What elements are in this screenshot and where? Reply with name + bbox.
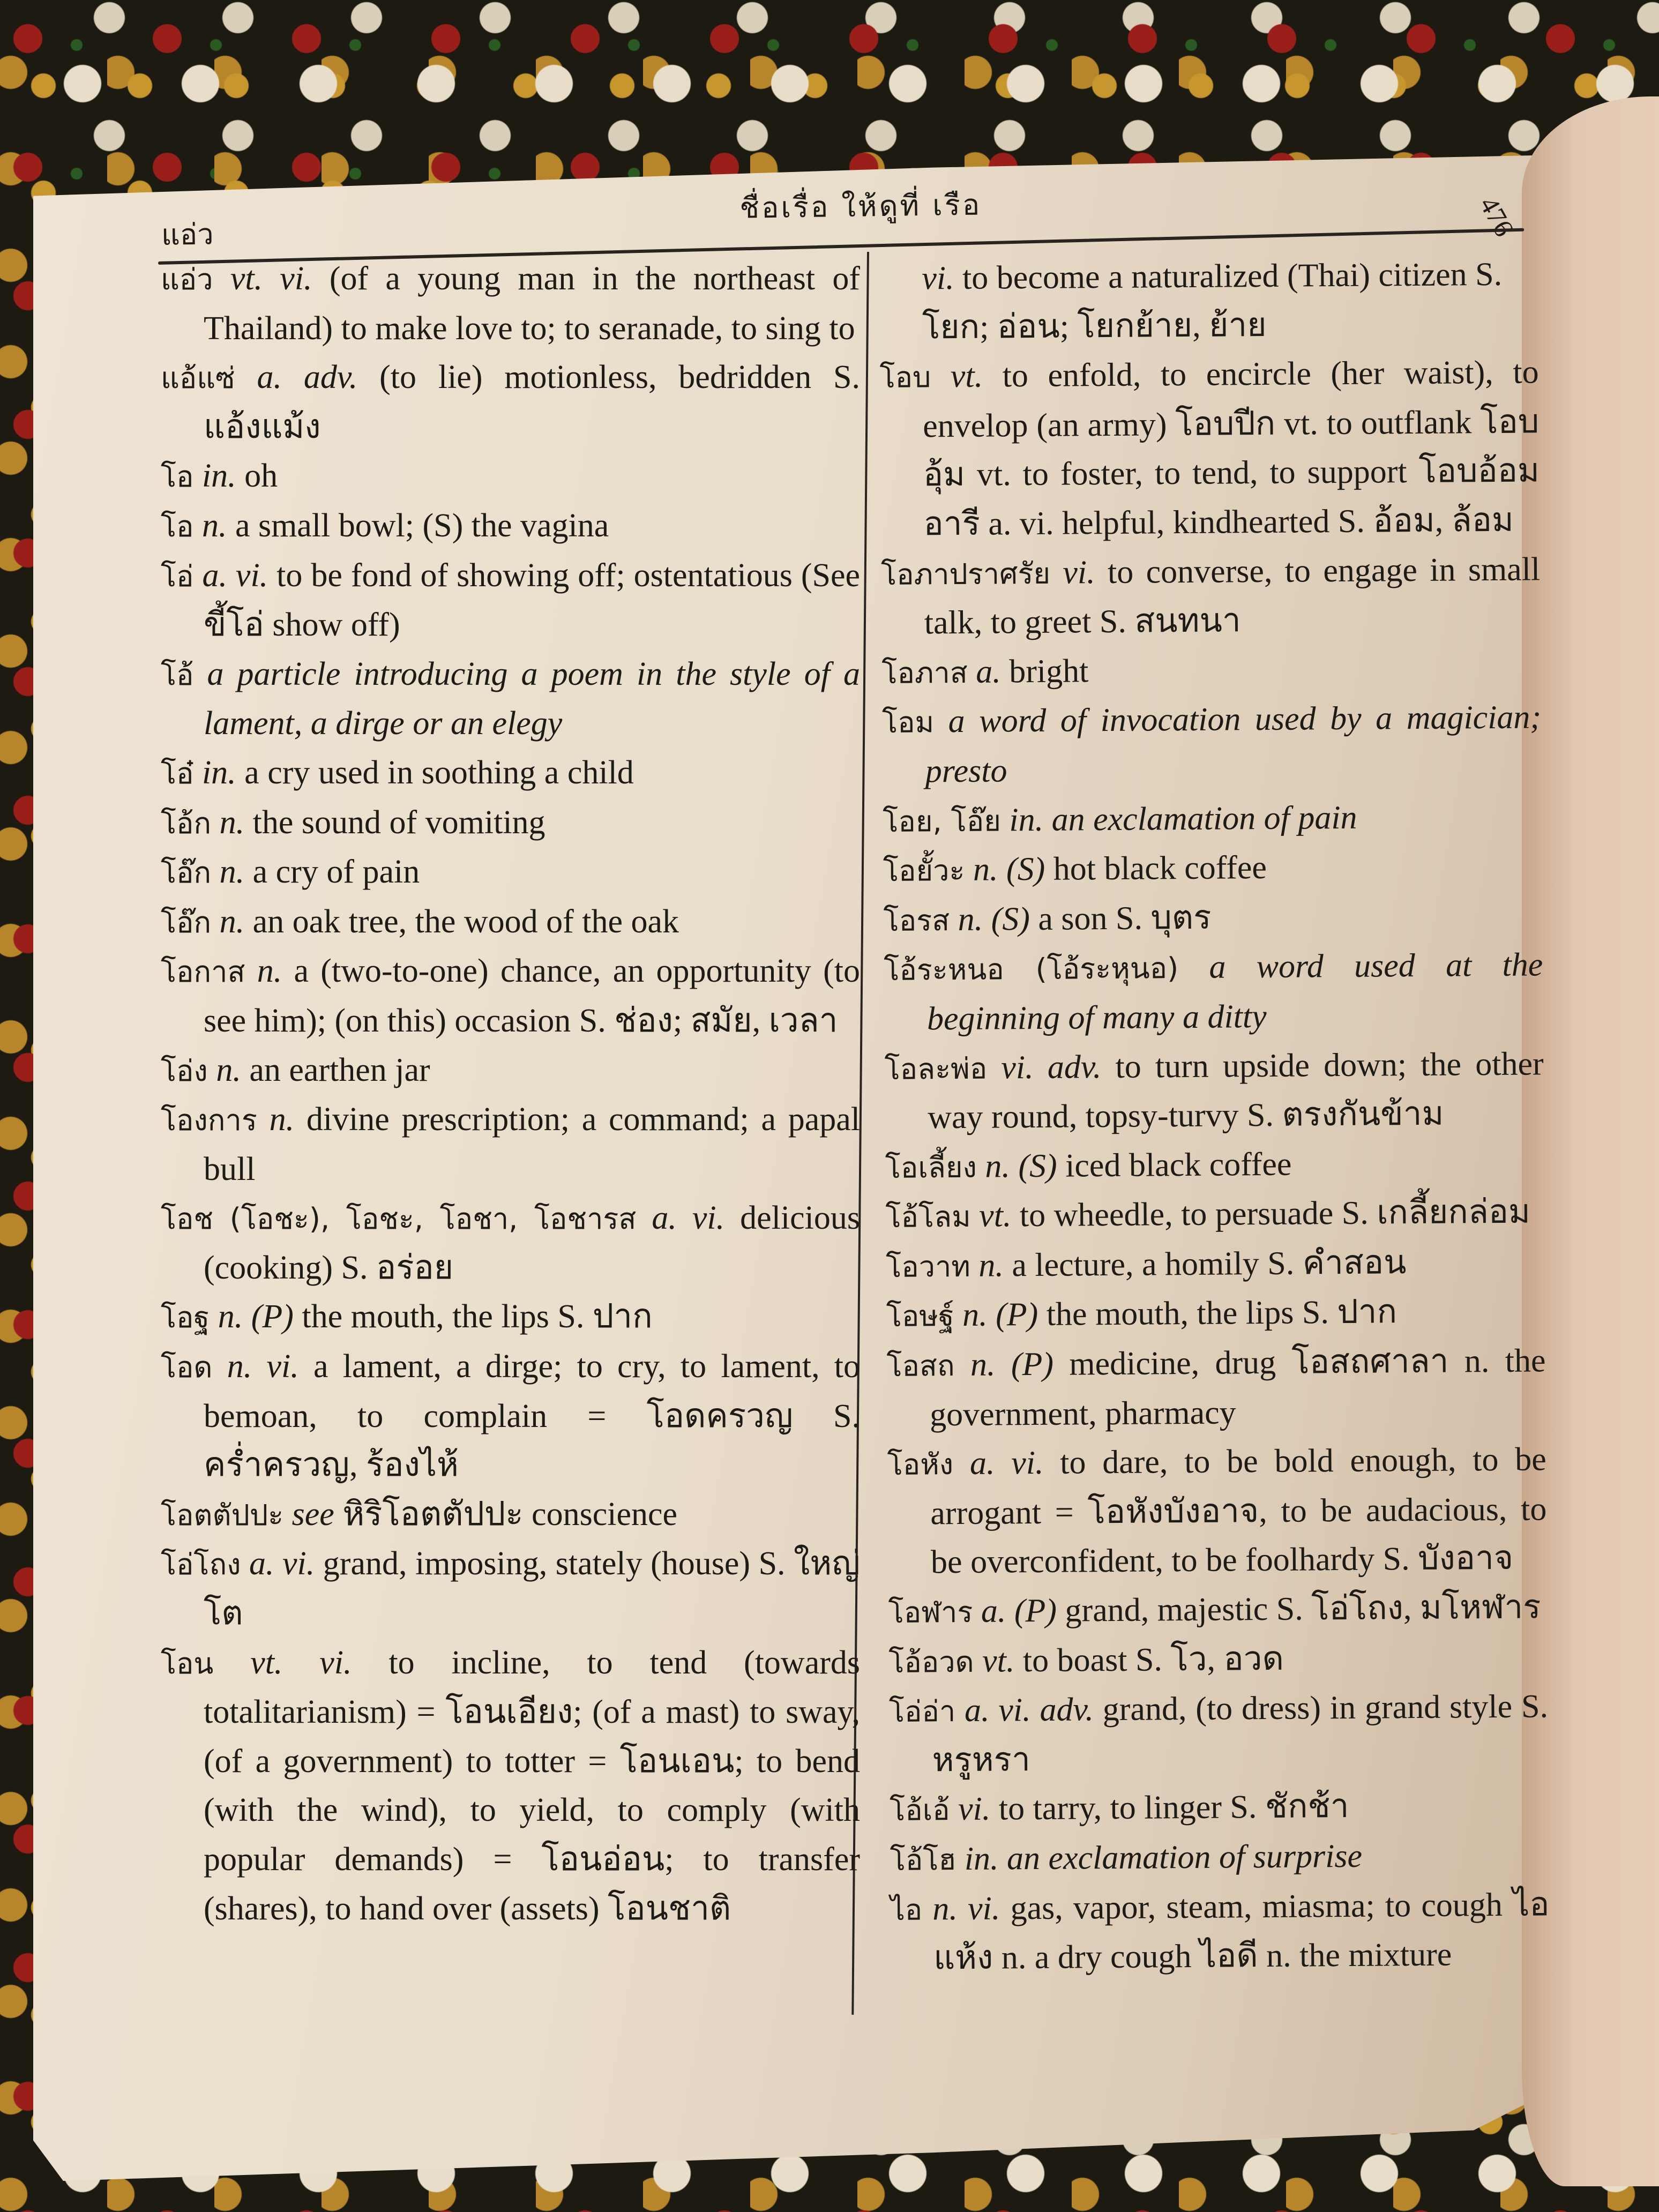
entry: ไอ n. vi. gas, vapor, steam, miasma; to cough ไอแห้ง n. a dry cough ไอดี n. the mixture — [890, 1886, 1550, 1977]
entry: โอ in. oh — [161, 458, 278, 495]
entry: โอย, โอ๊ย in. an exclamation of pain — [883, 799, 1357, 839]
entry: โอษฐ์ n. (P) the mouth, the lips S. ปาก — [886, 1294, 1398, 1334]
entry: โอยั้วะ n. (S) hot black coffee — [883, 849, 1267, 888]
entry: โอ่ง n. an earthen jar — [161, 1051, 430, 1088]
entry: โอ่โถง a. vi. grand, imposing, stately (house) S. ใหญ่โต — [161, 1545, 861, 1632]
entry: โอ้ a particle introducing a poem in the style of a lament, a dirge or an elegy — [161, 655, 861, 742]
entry: โอฐ n. (P) the mouth, the lips S. ปาก — [161, 1298, 653, 1335]
entry: โอเลี้ยง n. (S) iced black coffee — [885, 1146, 1292, 1185]
entry: โอละพ่อ vi. adv. to turn upside down; the other way round, topsy-turvy S. ตรงกันข้าม — [884, 1045, 1544, 1136]
entry: โอด n. vi. a lament, a dirge; to cry, to lament, to bemoan, to complain = โอดครวญ S. คร่ำครวญ, ร้องไห้ — [161, 1348, 861, 1484]
entry: แอ่ว vt. vi. (of a young man in the northeast of Thailand) to make love to; to seranade, to sing to — [161, 260, 860, 347]
entry: โอ n. a small bowl; (S) the vagina — [161, 507, 609, 544]
page-number: 476 — [1474, 191, 1520, 242]
entry: โอน vt. vi. to incline, to tend (towards totalitarianism) = โอนเอียง; (of a mast) to sway, (of a government) to totter = โอนเอน; to bend (with the wind), to yield, to comply (with popular demands) = โอนอ่อน; to transfer (shares), to hand over (assets) โอนชาติ — [161, 1644, 860, 1927]
entry: แอ้แซ่ a. adv. (to lie) motionless, bedridden S. แอ้งแม้ง — [161, 359, 861, 445]
entry: โอ่อ่า a. vi. adv. grand, (to dress) in grand style S. หรูหรา — [888, 1688, 1549, 1779]
entry: โอสถ n. (P) medicine, drug โอสถศาลา n. the government, pharmacy — [886, 1342, 1546, 1433]
entry: โอบ vt. to enfold, to encircle (her waist), to envelop (an army) โอบปีก vt. to outflank โอบอุ้ม vt. to foster, to tend, to support โอบอ้อมอารี a. vi. helpful, kindhearted S. อ้อม, ล้อม — [879, 354, 1540, 543]
right-column — [879, 250, 1550, 1983]
entry: โองการ n. divine prescription; a command; a papal bull — [161, 1101, 861, 1187]
entry: โอ้โลม vt. to wheedle, to persuade S. เกลี้ยกล่อม — [885, 1193, 1531, 1235]
entry: โอ้อวด vt. to boast S. โว, อวด — [888, 1640, 1284, 1679]
entry: โอ้โฮ in. an exclamation of surprise — [890, 1837, 1363, 1877]
entry: โอ้เอ้ vi. to tarry, to linger S. ชักช้า — [890, 1788, 1349, 1828]
entry: โอกาส n. a (two-to-one) chance, an opportunity (to see him); (on this) occasion S. ช่อง; สมัย, เวลา — [161, 953, 861, 1039]
left-column — [161, 255, 860, 1933]
entry: โอม a word of invocation used by a magician; presto — [881, 699, 1542, 790]
entry: โอฬาร a. (P) grand, majestic S. โอ่โถง, มโหฬาร — [888, 1589, 1541, 1630]
entry: โอวาท n. a lecture, a homily S. คำสอน — [885, 1244, 1407, 1284]
entry-continuation: vi. to become a naturalized (Thai) citizen S. โยก; อ่อน; โยกย้าย, ย้าย — [922, 256, 1503, 346]
guide-word: แอ่ว — [161, 217, 214, 252]
entry: โอหัง a. vi. to dare, to be bold enough, to be arrogant = โอหังบังอาจ, to be audacious, to be overconfident, to be foolhardy S. บังอาจ — [887, 1441, 1547, 1581]
entry: โอรส n. (S) a son S. บุตร — [883, 899, 1212, 938]
entry: โอภาปราศรัย vi. to converse, to engage in small talk, to greet S. สนทนา — [880, 550, 1541, 641]
header-center: ชื่อเรื่อ ให้ดูที่ เรือ — [739, 188, 982, 225]
entry: โอ๊ก n. an oak tree, the wood of the oak — [161, 903, 679, 940]
entry: โอภาส a. bright — [881, 653, 1089, 690]
entry: โอ๊ก n. a cry of pain — [161, 854, 420, 891]
entry: โอ๋ in. a cry used in soothing a child — [161, 754, 634, 791]
entry: โอตตัปปะ see หิริโอตตัปปะ conscience — [161, 1496, 678, 1533]
entry: โอช (โอชะ), โอชะ, โอชา, โอชารส a. vi. delicious (cooking) S. อร่อย — [161, 1200, 861, 1286]
entry: โอ่ a. vi. to be fond of showing off; ostentatious (See ขี้โอ่ show off) — [161, 557, 861, 644]
entry: โอ้ก n. the sound of vomiting — [161, 804, 545, 841]
entry: โอ้ระหนอ (โอ้ระหุนอ) a word used at the beginning of many a ditty — [884, 946, 1543, 1037]
